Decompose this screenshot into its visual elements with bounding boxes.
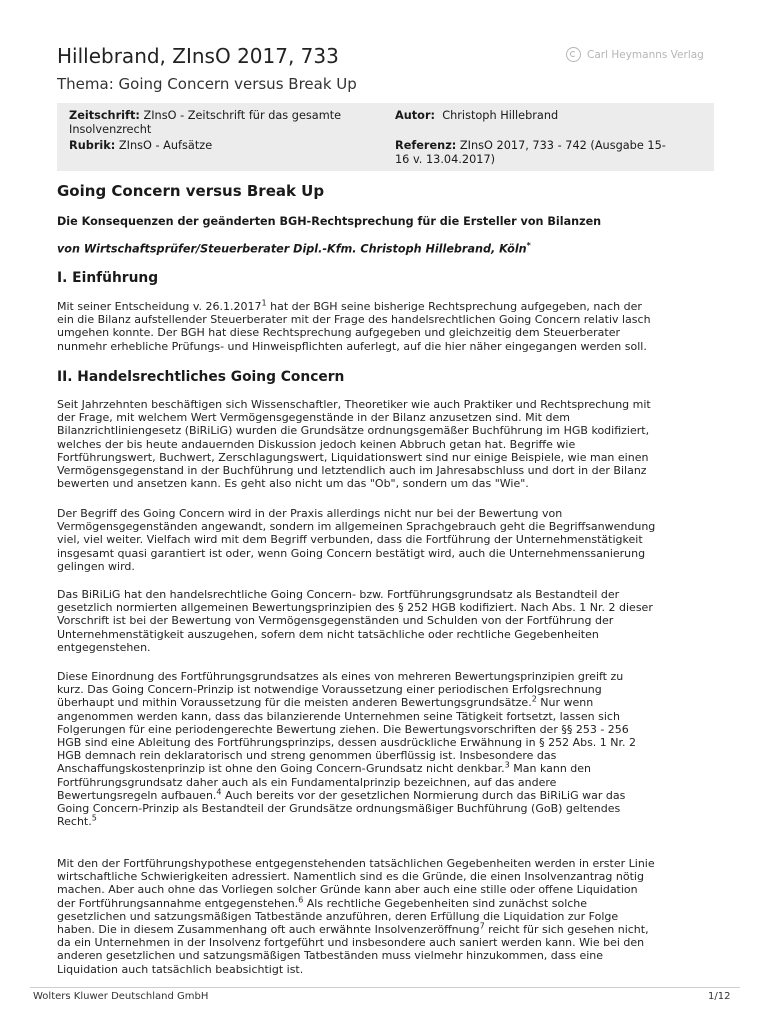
meta-referenz-label: Referenz: (395, 139, 457, 152)
author-footnote-mark: * (526, 241, 531, 250)
text-line: ein die Bilanz aufstellender Steuerberater mit der Frage des handelsrechtlichen Going Concern relativ lasch (57, 313, 651, 327)
text-line: Der Begriff des Going Concern wird in der Praxis allerdings nicht nur bei der Bewertung von (57, 507, 563, 520)
text-line: bewerten und ansetzen kann. Es geht also nicht um das "Ob", sondern um das "Wie". (57, 477, 529, 491)
text-line: Anschaffungskostenprinzip ist ohne den Going Concern-Grundsatz nicht denkbar.$^3$ Man kann den (57, 760, 592, 776)
text-line: anderen gesetzlichen und satzungsmäßigen Tatbeständen muss vielmehr hinzukommen, dass eine (57, 949, 604, 963)
footnote-ref[interactable]: 3 (504, 760, 510, 770)
text-line: überhaupt und mithin Voraussetzung für die meisten anderen Bewertungsgrundsätze.$^2$ Nur wenn (57, 694, 594, 710)
meta-rubrik-value: ZInsO - Aufsätze (118, 139, 213, 152)
meta-autor (395, 109, 558, 123)
meta-autor-label: Autor: (395, 109, 436, 122)
footnote-ref[interactable]: 1 (261, 298, 267, 308)
meta-autor-value: Christoph Hillebrand (442, 109, 559, 122)
text-line: viel, viel weiter. Vielfach wird mit dem Begriff verbunden, dass die Fortführung der Unternehmenstätigkeit (57, 533, 643, 547)
text-line: Fortführungsgrundsatz daher auch als ein Fundamentalprinzip bezeichnen, auf das andere (57, 775, 557, 789)
text-line: Bilanzrichtliniengesetz (BiRiLiG) wurden die Grundsätze ordnungsgemäßer Buchführung im HGB kodifiziert, (57, 424, 650, 438)
text-line: Bewertungsregeln aufbauen.$^4$ Auch bereits vor der gesetzlichen Normierung durch das BiRiLiG war das (57, 787, 626, 802)
text-line: Seit Jahrzehnten beschäftigen sich Wissenschaftler, Theoretiker wie auch Praktiker und Rechtsprechung mit (57, 398, 651, 411)
footnote-ref[interactable]: 2 (531, 694, 537, 704)
paragraph-3 (57, 507, 717, 573)
text-line: Diese Einordnung des Fortführungsgrundsatzes als eines von mehreren Bewertungsprinzipien greift zu (57, 670, 624, 683)
text-line: machen. Aber auch ohne das Vorliegen solcher Gründe kann aber auch eine stille oder offene Liquidation (57, 883, 638, 897)
text-line: gelingen wird. (57, 559, 135, 573)
text-line: der Fortführungsannahme entgegenstehen.$^6$ Als rechtliche Gegebenheiten sind zunächst solche (57, 894, 588, 910)
footnote-ref[interactable]: 7 (479, 921, 485, 931)
author-line-text: von Wirtschaftsprüfer/Steuerberater Dipl.-Kfm. Christoph Hillebrand, Köln (57, 242, 527, 256)
article-title: Going Concern versus Break Up (57, 182, 325, 200)
text-line: Liquidation auch tatsächlich beabsichtigt ist. (57, 962, 304, 976)
text-line: wirtschaftliche Schwierigkeiten adressiert. Namentlich sind es die Gründe, die einen Insolvenzantrag nötig (57, 870, 644, 884)
text-line: gesetzlichen und satzungsmäßigen Tatbestände anzuführen, deren Erfüllung die Liquidation zur Folge (57, 909, 619, 923)
footnote-ref[interactable]: 5 (91, 813, 97, 823)
meta-zeitschrift-value-cont: Insolvenzrecht (69, 122, 152, 136)
meta-referenz (395, 139, 705, 166)
text-line: Recht.$^5$ (57, 813, 97, 829)
text-line: umgehen konnte. Der BGH hat diese Rechtsprechung aufgegeben und gleichzeitig dem Steuerberater (57, 326, 621, 340)
publisher-logo-icon (566, 47, 581, 62)
footer-divider (30, 987, 740, 988)
text-line: HGB demnach rein deklaratorisch und streng genommen überflüssig ist. Insbesondere das (57, 749, 557, 763)
section-heading-einfuehrung: I. Einführung (57, 270, 159, 286)
publisher-logo-text: Carl Heymanns Verlag (587, 48, 704, 61)
text-line: kurz. Das Going Concern-Prinzip ist notwendige Voraussetzung einer periodischen Erfolgsrechnung (57, 683, 602, 697)
meta-referenz-value: ZInsO 2017, 733 - 742 (Ausgabe 15- (459, 139, 666, 152)
text-line: Das BiRiLiG hat den handelsrechtliche Going Concern- bzw. Fortführungsgrundsatz als Bestandteil der (57, 588, 620, 601)
document-subtitle: Thema: Going Concern versus Break Up (57, 75, 357, 93)
text-line: Vorschrift ist bei der Bewertung von Vermögensgegenständen und Schulden von der Fortführung der (57, 614, 614, 628)
text-line: HGB sind eine Ableitung des Fortführungsprinzips, dessen ausdrückliche Erwähnung in § 252 Abs. 1 Nr. 2 (57, 736, 637, 750)
text-line: angenommen werden kann, dass das bilanzierende Unternehmen seine Tätigkeit fortsetzt, lassen sich (57, 709, 620, 723)
document-title: Hillebrand, ZInsO 2017, 733 (57, 44, 339, 68)
text-line: Vermögensgegenstand in der Buchführung und letztendlich auch im Jahresabschluss und dort in der Bilanz (57, 464, 647, 478)
meta-rubrik-label: Rubrik: (69, 139, 116, 152)
text-line: Unternehmenstätigkeit auszugehen, sofern dem nicht tatsächliche oder rechtliche Gegebenheiten (57, 627, 599, 641)
text-line: insgesamt quasi garantiert ist oder, wenn Going Concern bestätigt wird, auch die Unternehmenssanierung (57, 546, 646, 560)
text-line: Fortführungswert, Buchwert, Zerschlagungswert, Liquidationswert sind nur einige Beispiele, wie man einen (57, 450, 649, 464)
paragraph-4 (57, 588, 717, 654)
footer-company: Wolters Kluwer Deutschland GmbH (33, 991, 209, 1002)
text-line: haben. Die in diesem Zusammenhang oft auch erwähnte Insolvenzeröffnung$^7$ reicht für sich gesehen nicht, (57, 921, 649, 937)
page-number: 1/12 (708, 991, 731, 1002)
text-line: Mit den der Fortführungshypothese entgegenstehenden tatsächlichen Gegebenheiten werden in erster Linie (57, 857, 655, 870)
meta-zeitschrift-label: Zeitschrift: (69, 109, 140, 122)
meta-rubrik (69, 139, 212, 153)
text-line: da ein Unternehmen in der Insolvenz fortgeführt und insbesondere auch saniert werden kann. Wie bei den (57, 936, 645, 950)
text-line: Mit seiner Entscheidung v. 26.1.2017$^1$ hat der BGH seine bisherige Rechtsprechung aufgegeben, nach der (57, 298, 642, 313)
paragraph-2 (57, 398, 717, 490)
text-line: Going Concern-Prinzip als Bestandteil der Grundsätze ordnungsmäßiger Buchführung (GoB) geltendes (57, 802, 621, 816)
text-line: der Frage, mit welchem Wert Vermögensgegenstände in der Bilanz anzusetzen sind. Mit dem (57, 411, 570, 425)
footnote-ref[interactable]: 6 (298, 894, 304, 904)
article-subtitle: Die Konsequenzen der geänderten BGH-Rechtsprechung für die Ersteller von Bilanzen (57, 215, 602, 228)
meta-zeitschrift (69, 109, 379, 136)
article-author-line (57, 241, 531, 256)
meta-zeitschrift-value: ZInsO - Zeitschrift für das gesamte (143, 109, 342, 122)
metadata-box (57, 103, 714, 171)
footnote-ref[interactable]: 4 (216, 787, 222, 797)
text-line: Folgerungen für eine periodengerechte Bewertung ziehen. Die Bewertungsvorschriften der §§ 253 - 256 (57, 722, 629, 736)
paragraph-6 (57, 857, 717, 976)
text-line: nunmehr erhebliche Prüfungs- und Hinweispflichten auferlegt, auf die hier näher eingegangen werden soll. (57, 339, 647, 353)
paragraph-5 (57, 670, 717, 828)
publisher-logo (566, 47, 704, 62)
text-line: entgegenstehen. (57, 640, 151, 654)
meta-referenz-value-cont: 16 v. 13.04.2017) (395, 152, 496, 166)
text-line: welches der bis heute andauernden Diskussion jedoch keinen Abbruch getan hat. Begriffe wie (57, 437, 576, 451)
text-line: gesetzlich normierten allgemeinen Bewertungsprinzipien des § 252 HGB kodifiziert. Nach Abs. 1 Nr. 2 dieser (57, 601, 653, 615)
section-heading-going-concern: II. Handelsrechtliches Going Concern (57, 369, 345, 385)
text-line: Vermögensgegenständen angewandt, sondern im allgemeinen Sprachgebrauch geht die Begriffsanwendung (57, 520, 656, 534)
paragraph-1 (57, 300, 717, 353)
